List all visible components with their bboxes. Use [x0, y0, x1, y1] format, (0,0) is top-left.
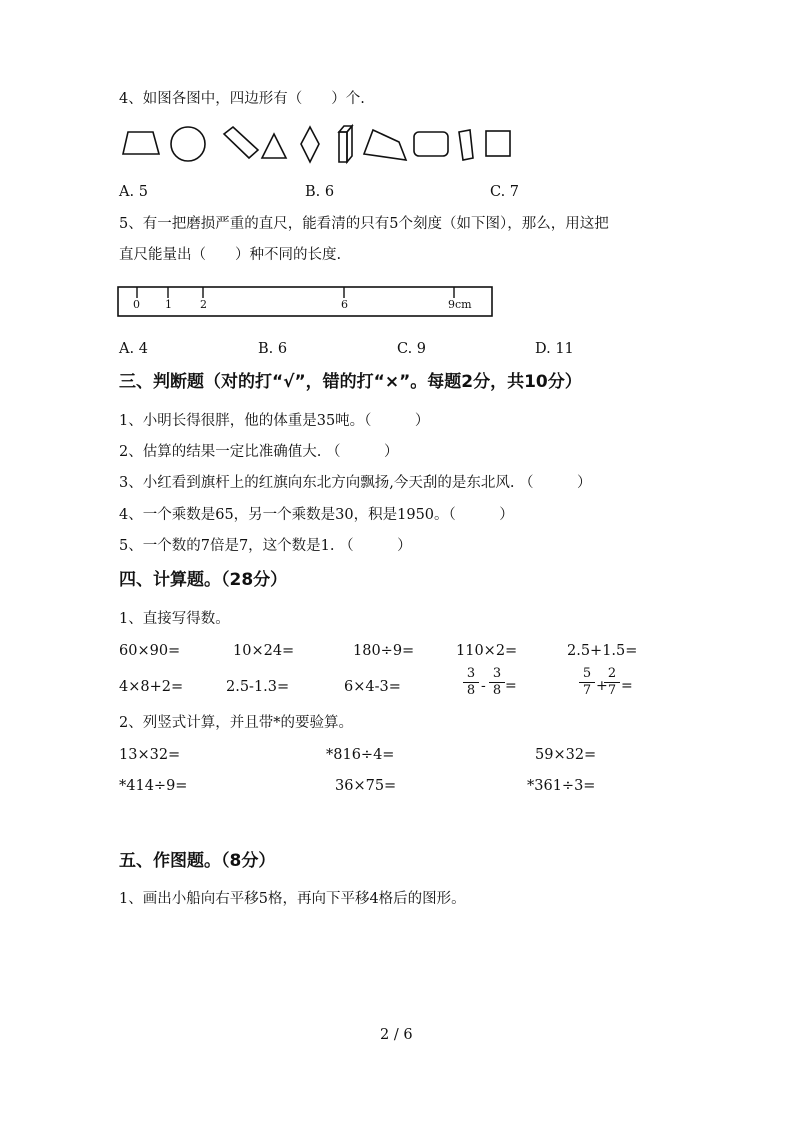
fraction-3-8-a: 3 8	[463, 667, 479, 698]
calc-r4-1: *414÷9=	[119, 778, 188, 794]
calc-r1-2: 10×24=	[233, 643, 295, 659]
calc-r4-3: *361÷3=	[527, 778, 596, 794]
equals-sign: =	[505, 678, 517, 694]
circle-shape	[171, 127, 205, 161]
ruler	[117, 286, 501, 320]
section3-item-4: 4、一个乘数是65，另一个乘数是30，积是1950。（ ）	[119, 507, 514, 523]
page-number: 2 / 6	[380, 1027, 413, 1043]
q5-option-b: B. 6	[258, 341, 288, 357]
section4-title: 四、计算题。（28分）	[119, 570, 288, 590]
fraction-3-8-b: 3 8	[489, 667, 505, 698]
section5-title: 五、作图题。（8分）	[119, 851, 276, 871]
calc-r2-2: 2.5-1.3=	[226, 679, 290, 695]
plus-sign: +	[596, 678, 608, 694]
section4-sub2: 2、列竖式计算，并且带*的要验算。	[119, 715, 353, 731]
trapezoid-shape	[123, 132, 159, 154]
q4-option-c: C. 7	[490, 184, 520, 200]
calc-r1-4: 110×2=	[456, 643, 518, 659]
parallelogram-shape	[459, 130, 473, 160]
q4-option-b: B. 6	[305, 184, 335, 200]
calc-r3-2: *816÷4=	[326, 747, 395, 763]
calc-r2-1: 4×8+2=	[119, 679, 184, 695]
equals-sign-2: =	[621, 678, 633, 694]
rhombus-shape	[301, 127, 319, 162]
calc-r3-1: 13×32=	[119, 747, 181, 763]
ruler-label-2: 2	[200, 298, 207, 311]
q5-option-a: A. 4	[119, 341, 148, 357]
section3-item-2: 2、估算的结果一定比准确值大. （ ）	[119, 444, 399, 460]
q4-text: 4、如图各图中，四边形有（ ）个.	[119, 91, 365, 107]
q5-option-d: D. 11	[535, 341, 574, 357]
q5-option-c: C. 9	[397, 341, 427, 357]
calc-r1-1: 60×90=	[119, 643, 181, 659]
fraction-5-7: 5 7	[579, 667, 595, 698]
rounded-rectangle-shape	[414, 132, 448, 156]
calc-r1-3: 180÷9=	[353, 643, 415, 659]
minus-sign: -	[481, 678, 486, 694]
ruler-label-1: 1	[165, 298, 172, 311]
q5-line2: 直尺能量出（ ）种不同的长度.	[119, 247, 342, 263]
q4-option-a: A. 5	[119, 184, 148, 200]
calc-r2-3: 6×4-3=	[344, 679, 401, 695]
q4-shapes	[120, 122, 520, 166]
tilted-rectangle-shape	[224, 127, 258, 158]
calc-r1-5: 2.5+1.5=	[567, 643, 638, 659]
ruler-label-9cm: 9cm	[448, 298, 472, 311]
calc-r4-2: 36×75=	[335, 778, 397, 794]
section3-item-1: 1、小明长得很胖，他的体重是35吨。（ ）	[119, 413, 430, 429]
quadrilateral-shape	[364, 130, 406, 160]
section3-title: 三、判断题（对的打“√”，错的打“×”。每题2分，共10分）	[119, 372, 582, 392]
fraction-2-7: 2 7	[604, 667, 620, 698]
q5-line1: 5、有一把磨损严重的直尺，能看清的只有5个刻度（如下图），那么，用这把	[119, 216, 609, 232]
ruler-label-0: 0	[133, 298, 140, 311]
triangle-shape	[262, 134, 286, 158]
section5-item-1: 1、画出小船向右平移5格，再向下平移4格后的图形。	[119, 891, 466, 907]
ruler-label-6: 6	[341, 298, 348, 311]
cuboid-shape	[339, 126, 352, 162]
calc-r3-3: 59×32=	[535, 747, 597, 763]
section3-item-5: 5、一个数的7倍是7，这个数是1. （ ）	[119, 538, 412, 554]
section4-sub1: 1、直接写得数。	[119, 611, 230, 627]
section3-item-3: 3、小红看到旗杆上的红旗向东北方向飘扬,今天刮的是东北风. （ ）	[119, 475, 592, 491]
square-shape	[486, 131, 510, 156]
